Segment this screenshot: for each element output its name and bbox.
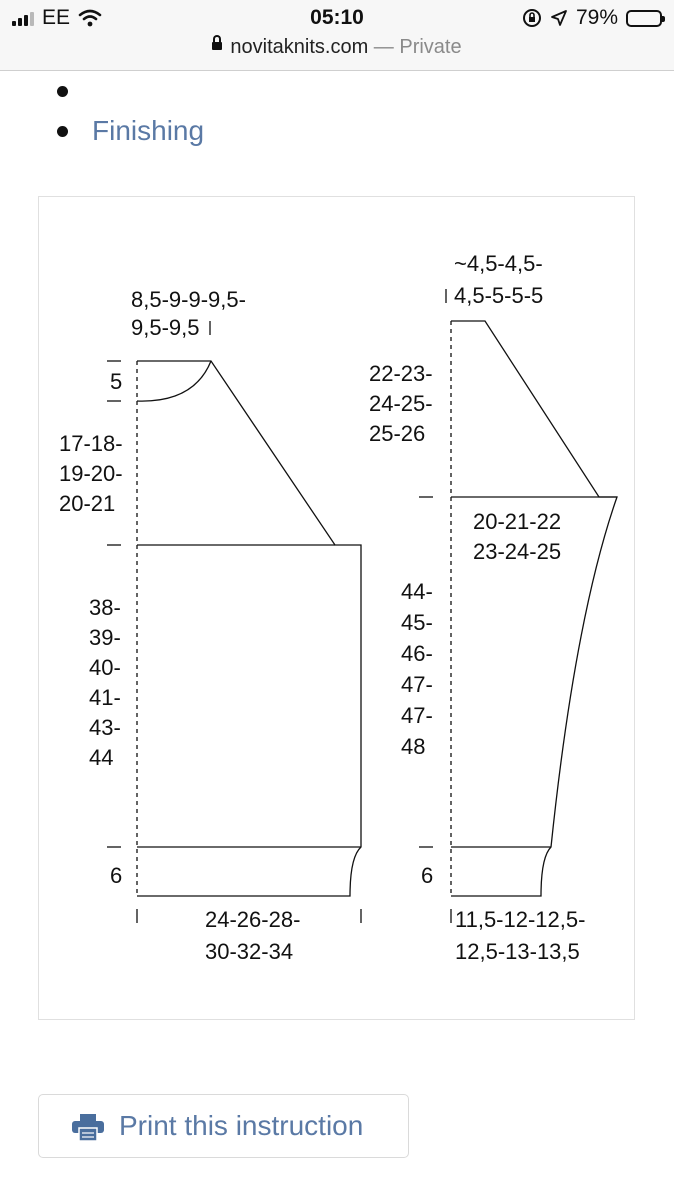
- body-labels: [59, 287, 300, 964]
- sleeve-cuff-label: 11,5-12-12,5-: [455, 907, 586, 932]
- sleeve-length-label: 45-: [401, 610, 433, 635]
- body-shoulder-label: 8,5-9-9-9,5-: [131, 287, 246, 312]
- lock-icon: [212, 42, 222, 50]
- sleeve-labels: [369, 251, 585, 964]
- sleeve-rib-label: 6: [421, 863, 434, 888]
- sleeve-upper-width-label: 23-24-25: [473, 539, 562, 564]
- sleeve-piece: [419, 289, 617, 923]
- list-bullet: [57, 86, 68, 97]
- body-shoulder-label: 9,5-9,5: [131, 315, 200, 340]
- sleeve-length-label: 44-: [401, 579, 433, 604]
- location-arrow-icon: [550, 9, 568, 27]
- status-right-group: [522, 6, 662, 30]
- orientation-lock-icon: [522, 8, 542, 28]
- clock: 05:10: [310, 6, 364, 29]
- url-text: novitaknits.com: [230, 36, 369, 58]
- body-length-label: 38-: [89, 595, 121, 620]
- sleeve-cap-label: 25-26: [369, 421, 426, 446]
- body-length-label: 41-: [89, 685, 121, 710]
- body-length-label: 39-: [89, 625, 121, 650]
- sleeve-outline: [451, 321, 617, 896]
- sleeve-length-label: 48: [401, 734, 426, 759]
- printer-icon: [72, 1114, 104, 1141]
- body-neck-depth-label: 5: [110, 369, 123, 394]
- list-bullet: [57, 126, 68, 137]
- body-width-label: 24-26-28-: [205, 907, 301, 932]
- body-length-label: 44: [89, 745, 114, 770]
- sleeve-length-label: 47-: [401, 672, 433, 697]
- private-label: — Private: [373, 36, 462, 58]
- body-length-label: 43-: [89, 715, 121, 740]
- body-width-label: 30-32-34: [205, 939, 294, 964]
- status-bar: [0, 0, 674, 71]
- sleeve-cuff-label: 12,5-13-13,5: [455, 939, 580, 964]
- schematic-diagram: [38, 196, 635, 1020]
- schematic-svg: [39, 197, 636, 1021]
- body-armhole-label: 19-20-: [59, 461, 123, 486]
- body-armhole-label: 20-21: [59, 491, 116, 516]
- sleeve-top-label: ~4,5-4,5-: [454, 251, 543, 276]
- body-outline: [137, 361, 361, 896]
- sleeve-length-label: 47-: [401, 703, 433, 728]
- body-rib-label: 6: [110, 863, 123, 888]
- battery-icon: [626, 10, 662, 27]
- body-piece: [107, 321, 361, 923]
- body-armhole-label: 17-18-: [59, 431, 123, 456]
- sleeve-upper-width-label: 20-21-22: [473, 509, 562, 534]
- print-button-label: Print this instruction: [119, 1110, 364, 1141]
- address-bar[interactable]: [0, 36, 674, 59]
- sleeve-top-label: 4,5-5-5-5: [454, 283, 544, 308]
- carrier-name: EE: [42, 6, 71, 29]
- neck-curve: [137, 361, 211, 401]
- body-length-label: 40-: [89, 655, 121, 680]
- print-button[interactable]: [38, 1094, 409, 1158]
- sleeve-cap-label: 24-25-: [369, 391, 433, 416]
- sleeve-cap-label: 22-23-: [369, 361, 433, 386]
- battery-percent: 79%: [575, 6, 618, 29]
- sleeve-length-label: 46-: [401, 641, 433, 666]
- toc-link-finishing[interactable]: Finishing: [92, 115, 205, 146]
